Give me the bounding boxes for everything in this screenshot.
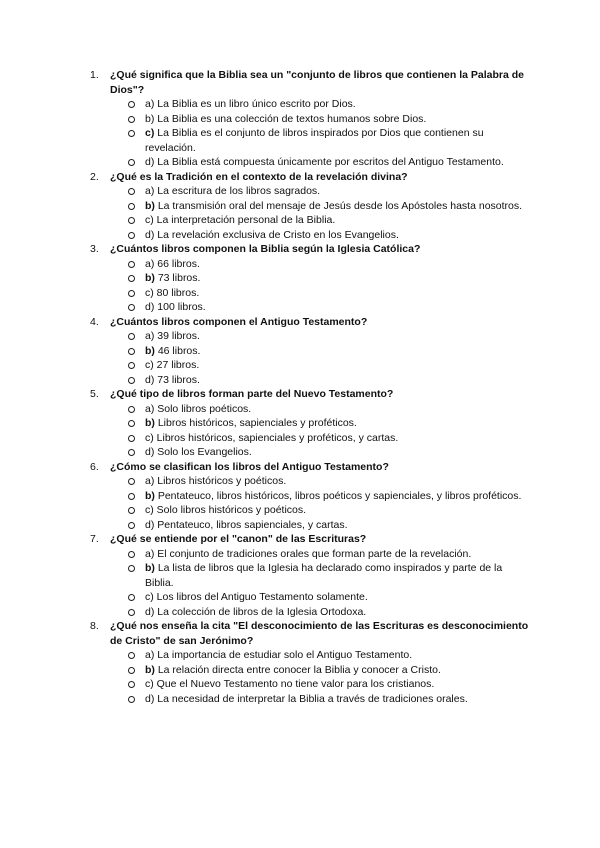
answer-option: [145, 344, 530, 359]
option-letter: a): [145, 330, 155, 342]
option-letter: b): [145, 199, 155, 212]
option-letter: a): [145, 257, 155, 270]
option-letter: d): [145, 228, 155, 241]
option-text: La interpretación personal de la Biblia.: [153, 214, 336, 226]
answer-option: [145, 605, 530, 620]
answer-option: [145, 373, 530, 388]
hollow-circle-bullet-icon: [128, 362, 135, 369]
option-letter: b): [145, 562, 155, 574]
answer-option: [145, 329, 530, 344]
option-text: La colección de libros de la Iglesia Ortodoxa.: [154, 605, 367, 618]
question-item: [0, 619, 600, 706]
question-number: 3.: [90, 243, 99, 255]
option-letter: c): [145, 359, 154, 371]
answer-option: [145, 692, 530, 707]
question-text: ¿Qué nos enseña la cita "El desconocimiento de las Escrituras es desconocimiento de Cristo" de san Jerónimo?: [110, 620, 529, 647]
hollow-circle-bullet-icon: [128, 449, 135, 456]
option-text: 27 libros.: [153, 359, 200, 371]
answer-option: [145, 547, 530, 562]
option-text: Pentateuco, libros históricos, libros poéticos y sapienciales, y libros proféticos.: [154, 489, 522, 502]
option-text: 46 libros.: [154, 344, 201, 357]
option-letter: b): [145, 344, 155, 357]
answer-option: [145, 402, 530, 417]
answer-option: [145, 503, 530, 518]
option-text: 73 libros.: [154, 373, 200, 386]
question-list: [0, 68, 600, 706]
option-text: La necesidad de interpretar la Biblia a través de tradiciones orales.: [154, 692, 468, 705]
option-letter: a): [145, 185, 155, 197]
option-letter: c): [145, 678, 154, 690]
question-text: ¿Qué tipo de libros forman parte del Nuevo Testamento?: [110, 388, 394, 400]
question-text: ¿Cuántos libros componen el Antiguo Testamento?: [110, 315, 368, 328]
hollow-circle-bullet-icon: [128, 609, 135, 616]
hollow-circle-bullet-icon: [128, 667, 135, 674]
option-letter: c): [145, 431, 154, 444]
option-text: La Biblia está compuesta únicamente por escritos del Antiguo Testamento.: [154, 156, 504, 168]
answer-option: [145, 257, 530, 272]
answer-option: [145, 228, 530, 243]
hollow-circle-bullet-icon: [128, 261, 135, 268]
option-letter: c): [145, 127, 155, 139]
answer-option: [145, 286, 530, 301]
hollow-circle-bullet-icon: [128, 275, 135, 282]
question-text: ¿Qué significa que la Biblia sea un "conjunto de libros que contienen la Palabra de Dios"?: [110, 69, 524, 96]
option-letter: d): [145, 605, 155, 618]
hollow-circle-bullet-icon: [128, 594, 135, 601]
hollow-circle-bullet-icon: [128, 478, 135, 485]
option-text: La importancia de estudiar solo el Antiguo Testamento.: [154, 649, 413, 661]
question-item: [0, 170, 600, 243]
option-text: 39 libros.: [154, 330, 200, 342]
hollow-circle-bullet-icon: [128, 159, 135, 166]
option-letter: b): [145, 272, 155, 284]
answer-option: [145, 416, 530, 431]
hollow-circle-bullet-icon: [128, 290, 135, 297]
question-number: 7.: [90, 533, 99, 545]
option-text: Los libros del Antiguo Testamento solamente.: [153, 591, 368, 603]
answer-option: [145, 271, 530, 286]
option-letter: d): [145, 373, 155, 386]
option-letter: a): [145, 98, 155, 110]
option-text: La lista de libros que la Iglesia ha declarado como inspirados y parte de la Biblia.: [145, 562, 503, 589]
answer-option: [145, 561, 530, 590]
question-item: [0, 68, 600, 170]
answer-option: [145, 184, 530, 199]
answer-option: [145, 590, 530, 605]
hollow-circle-bullet-icon: [128, 348, 135, 355]
answer-option: [145, 489, 530, 504]
option-letter: d): [145, 692, 155, 705]
option-letter: d): [145, 156, 155, 168]
question-item: [0, 242, 600, 315]
option-letter: a): [145, 649, 155, 661]
option-text: Libros históricos, sapienciales y proféticos.: [154, 417, 357, 429]
option-text: El conjunto de tradiciones orales que forman parte de la revelación.: [154, 547, 472, 560]
question-number: 4.: [90, 315, 99, 328]
option-letter: b): [145, 663, 155, 676]
option-text: Solo libros históricos y poéticos.: [153, 504, 307, 516]
hollow-circle-bullet-icon: [128, 130, 135, 137]
hollow-circle-bullet-icon: [128, 493, 135, 500]
answer-option: [145, 199, 530, 214]
hollow-circle-bullet-icon: [128, 203, 135, 210]
answer-option: [145, 474, 530, 489]
option-text: 73 libros.: [154, 272, 201, 284]
hollow-circle-bullet-icon: [128, 681, 135, 688]
question-number: 6.: [90, 460, 99, 473]
hollow-circle-bullet-icon: [128, 101, 135, 108]
hollow-circle-bullet-icon: [128, 232, 135, 239]
option-text: Que el Nuevo Testamento no tiene valor para los cristianos.: [153, 678, 435, 690]
option-letter: b): [145, 417, 155, 429]
answer-option: [145, 677, 530, 692]
option-letter: a): [145, 402, 155, 415]
answer-option: [145, 431, 530, 446]
answer-option: [145, 112, 530, 127]
option-letter: d): [145, 518, 155, 531]
question-number: 5.: [90, 388, 99, 400]
hollow-circle-bullet-icon: [128, 304, 135, 311]
question-item: [0, 460, 600, 533]
option-letter: a): [145, 475, 155, 487]
question-item: [0, 532, 600, 619]
option-text: 80 libros.: [153, 286, 200, 299]
option-letter: c): [145, 591, 154, 603]
hollow-circle-bullet-icon: [128, 696, 135, 703]
answer-option: [145, 213, 530, 228]
answer-option: [145, 518, 530, 533]
option-text: Solo los Evangelios.: [154, 446, 252, 458]
hollow-circle-bullet-icon: [128, 188, 135, 195]
answer-option: [145, 445, 530, 460]
option-text: La transmisión oral del mensaje de Jesús desde los Apóstoles hasta nosotros.: [154, 199, 523, 212]
hollow-circle-bullet-icon: [128, 377, 135, 384]
answer-option: [145, 126, 530, 155]
answer-option: [145, 648, 530, 663]
option-letter: a): [145, 547, 155, 560]
option-text: La escritura de los libros sagrados.: [154, 185, 321, 197]
option-text: Solo libros poéticos.: [154, 402, 252, 415]
option-text: 100 libros.: [154, 301, 206, 313]
hollow-circle-bullet-icon: [128, 406, 135, 413]
option-letter: d): [145, 301, 155, 313]
hollow-circle-bullet-icon: [128, 522, 135, 529]
question-number: 1.: [90, 69, 99, 81]
hollow-circle-bullet-icon: [128, 116, 135, 123]
option-text: La relación directa entre conocer la Biblia y conocer a Cristo.: [154, 663, 441, 676]
option-letter: c): [145, 214, 154, 226]
question-text: ¿Qué se entiende por el "canon" de las Escrituras?: [110, 533, 367, 545]
option-text: La revelación exclusiva de Cristo en los Evangelios.: [154, 228, 399, 241]
hollow-circle-bullet-icon: [128, 565, 135, 572]
hollow-circle-bullet-icon: [128, 551, 135, 558]
option-text: Libros históricos, sapienciales y proféticos, y cartas.: [153, 431, 399, 444]
hollow-circle-bullet-icon: [128, 652, 135, 659]
question-text: ¿Cuántos libros componen la Biblia según la Iglesia Católica?: [110, 243, 421, 255]
hollow-circle-bullet-icon: [128, 217, 135, 224]
option-text: La Biblia es el conjunto de libros inspirados por Dios que contienen su revelación.: [145, 127, 484, 154]
question-item: [0, 387, 600, 460]
answer-option: [145, 155, 530, 170]
answer-option: [145, 300, 530, 315]
answer-option: [145, 358, 530, 373]
option-text: La Biblia es una colección de textos humanos sobre Dios.: [154, 112, 427, 125]
option-letter: c): [145, 286, 154, 299]
question-text: ¿Cómo se clasifican los libros del Antiguo Testamento?: [110, 460, 389, 473]
option-text: Pentateuco, libros sapienciales, y cartas.: [154, 518, 348, 531]
option-text: 66 libros.: [154, 257, 200, 270]
question-number: 8.: [90, 620, 99, 632]
option-letter: d): [145, 446, 155, 458]
question-number: 2.: [90, 170, 99, 183]
hollow-circle-bullet-icon: [128, 435, 135, 442]
hollow-circle-bullet-icon: [128, 507, 135, 514]
option-letter: c): [145, 504, 154, 516]
answer-option: [145, 663, 530, 678]
option-letter: b): [145, 489, 155, 502]
option-text: Libros históricos y poéticos.: [154, 475, 287, 487]
option-letter: b): [145, 112, 155, 125]
question-item: [0, 315, 600, 388]
hollow-circle-bullet-icon: [128, 333, 135, 340]
question-text: ¿Qué es la Tradición en el contexto de la revelación divina?: [110, 170, 408, 183]
answer-option: [145, 97, 530, 112]
hollow-circle-bullet-icon: [128, 420, 135, 427]
option-text: La Biblia es un libro único escrito por Dios.: [154, 98, 356, 110]
